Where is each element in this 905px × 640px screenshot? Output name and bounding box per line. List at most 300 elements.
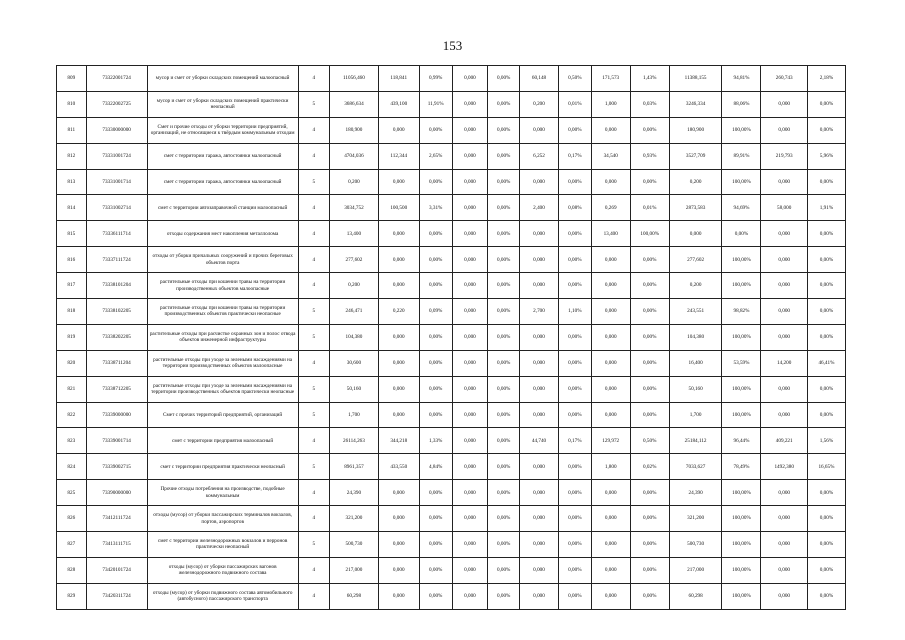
percent-2-cell: 0,00% xyxy=(488,532,520,558)
waste-name-cell: отходы (мусор) от уборки подвижного состава автомобильного (автобусного) пассажирского транспорта xyxy=(147,583,298,609)
waste-code-cell: 73338712205 xyxy=(86,376,147,402)
percent-5-cell: 100,00% xyxy=(722,117,761,143)
table-row xyxy=(57,480,846,506)
row-number-cell: 815 xyxy=(57,221,87,247)
value-5-cell: 0,200 xyxy=(669,169,722,195)
percent-2-cell: 0,00% xyxy=(488,66,520,92)
value-2-cell: 0,000 xyxy=(452,506,488,532)
value-6-cell: 1492,380 xyxy=(761,454,807,480)
waste-code-cell: 73331002714 xyxy=(86,195,147,221)
row-number-cell: 810 xyxy=(57,91,87,117)
percent-1-cell: 2,65% xyxy=(419,143,452,169)
table-row xyxy=(57,506,846,532)
percent-5-cell: 100,00% xyxy=(722,480,761,506)
row-number-cell: 819 xyxy=(57,324,87,350)
waste-code-cell: 73413111715 xyxy=(86,532,147,558)
percent-2-cell: 0,00% xyxy=(488,402,520,428)
value-3-cell: 0,000 xyxy=(520,532,559,558)
waste-name-cell: смет с территории гаража, автостоянки малоопасный xyxy=(147,169,298,195)
percent-4-cell: 0,01% xyxy=(630,195,669,221)
value-3-cell: 0,000 xyxy=(520,557,559,583)
row-number-cell: 813 xyxy=(57,169,87,195)
total-amount-cell: 277,602 xyxy=(330,247,379,273)
value-5-cell: 217,000 xyxy=(669,557,722,583)
percent-6-cell: 0,00% xyxy=(807,91,845,117)
percent-5-cell: 100,00% xyxy=(722,557,761,583)
value-4-cell: 34,540 xyxy=(591,143,630,169)
value-2-cell: 0,000 xyxy=(452,91,488,117)
waste-code-cell: 73322001724 xyxy=(86,66,147,92)
value-4-cell: 0,000 xyxy=(591,557,630,583)
percent-1-cell: 4,84% xyxy=(419,454,452,480)
waste-name-cell: смет с территории гаража, автостоянки малоопасный xyxy=(147,143,298,169)
table-row xyxy=(57,143,846,169)
percent-5-cell: 100,00% xyxy=(722,506,761,532)
waste-code-cell: 73420311724 xyxy=(86,583,147,609)
percent-3-cell: 0,00% xyxy=(559,273,592,299)
percent-4-cell: 0,02% xyxy=(630,454,669,480)
table-body xyxy=(57,66,846,610)
percent-6-cell: 0,00% xyxy=(807,583,845,609)
percent-3-cell: 0,00% xyxy=(559,169,592,195)
value-3-cell: 2,700 xyxy=(520,299,559,325)
percent-4-cell: 1,43% xyxy=(630,66,669,92)
value-6-cell: 0,000 xyxy=(761,299,807,325)
percent-2-cell: 0,00% xyxy=(488,557,520,583)
value-6-cell: 0,000 xyxy=(761,117,807,143)
value-6-cell: 0,000 xyxy=(761,557,807,583)
value-4-cell: 0,000 xyxy=(591,376,630,402)
value-2-cell: 0,000 xyxy=(452,143,488,169)
value-1-cell: 0,000 xyxy=(378,376,419,402)
value-2-cell: 0,000 xyxy=(452,273,488,299)
percent-5-cell: 88,06% xyxy=(722,91,761,117)
percent-1-cell: 0,00% xyxy=(419,402,452,428)
waste-name-cell: смет с территории автозаправочной станции малоопасный xyxy=(147,195,298,221)
total-amount-cell: 26114,263 xyxy=(330,428,379,454)
percent-3-cell: 0,00% xyxy=(559,350,592,376)
percent-1-cell: 0,00% xyxy=(419,273,452,299)
waste-code-cell: 73331001724 xyxy=(86,143,147,169)
value-3-cell: 0,000 xyxy=(520,480,559,506)
value-6-cell: 260,743 xyxy=(761,66,807,92)
percent-1-cell: 0,09% xyxy=(419,299,452,325)
value-6-cell: 0,000 xyxy=(761,169,807,195)
percent-3-cell: 0,00% xyxy=(559,454,592,480)
percent-5-cell: 94,69% xyxy=(722,195,761,221)
waste-name-cell: смет с территории предприятия практически неопасный xyxy=(147,454,298,480)
row-number-cell: 826 xyxy=(57,506,87,532)
waste-name-cell: отходы (мусор) от уборки пассажирских терминалов вокзалов, портов, аэропортов xyxy=(147,506,298,532)
value-1-cell: 0,000 xyxy=(378,169,419,195)
percent-2-cell: 0,00% xyxy=(488,143,520,169)
percent-1-cell: 0,99% xyxy=(419,66,452,92)
total-amount-cell: 50,160 xyxy=(330,376,379,402)
hazard-class-cell: 4 xyxy=(298,221,330,247)
value-2-cell: 0,000 xyxy=(452,66,488,92)
percent-6-cell: 0,00% xyxy=(807,557,845,583)
value-4-cell: 0,000 xyxy=(591,532,630,558)
percent-6-cell: 1,91% xyxy=(807,195,845,221)
value-5-cell: 180,900 xyxy=(669,117,722,143)
value-4-cell: 0,000 xyxy=(591,583,630,609)
percent-4-cell: 0,03% xyxy=(630,91,669,117)
hazard-class-cell: 4 xyxy=(298,506,330,532)
hazard-class-cell: 4 xyxy=(298,428,330,454)
hazard-class-cell: 5 xyxy=(298,299,330,325)
percent-1-cell: 0,00% xyxy=(419,247,452,273)
percent-2-cell: 0,00% xyxy=(488,247,520,273)
value-3-cell: 0,000 xyxy=(520,324,559,350)
row-number-cell: 818 xyxy=(57,299,87,325)
table-row xyxy=(57,532,846,558)
value-6-cell: 0,000 xyxy=(761,91,807,117)
percent-6-cell: 0,00% xyxy=(807,376,845,402)
value-2-cell: 0,000 xyxy=(452,195,488,221)
row-number-cell: 814 xyxy=(57,195,87,221)
value-4-cell: 1,800 xyxy=(591,454,630,480)
table-row xyxy=(57,402,846,428)
total-amount-cell: 60,298 xyxy=(330,583,379,609)
waste-code-cell: 73338202205 xyxy=(86,324,147,350)
waste-name-cell: растительные отходы при кошении травы на территории производственных объектов практически неопасные xyxy=(147,299,298,325)
value-6-cell: 0,000 xyxy=(761,221,807,247)
percent-6-cell: 0,00% xyxy=(807,247,845,273)
hazard-class-cell: 4 xyxy=(298,66,330,92)
total-amount-cell: 30,600 xyxy=(330,350,379,376)
table-row xyxy=(57,91,846,117)
value-2-cell: 0,000 xyxy=(452,299,488,325)
percent-3-cell: 0,00% xyxy=(559,221,592,247)
hazard-class-cell: 5 xyxy=(298,91,330,117)
value-6-cell: 219,793 xyxy=(761,143,807,169)
percent-1-cell: 0,00% xyxy=(419,480,452,506)
waste-name-cell: смет с территории железнодорожных вокзалов и перронов практически неопасный xyxy=(147,532,298,558)
row-number-cell: 821 xyxy=(57,376,87,402)
percent-3-cell: 0,00% xyxy=(559,532,592,558)
total-amount-cell: 11056,460 xyxy=(330,66,379,92)
waste-data-table xyxy=(56,65,846,610)
percent-4-cell: 0,00% xyxy=(630,117,669,143)
percent-6-cell: 0,00% xyxy=(807,299,845,325)
percent-4-cell: 0,00% xyxy=(630,376,669,402)
value-3-cell: 0,000 xyxy=(520,221,559,247)
percent-2-cell: 0,00% xyxy=(488,169,520,195)
total-amount-cell: 246,471 xyxy=(330,299,379,325)
page-number: 153 xyxy=(442,38,463,53)
total-amount-cell: 3686,634 xyxy=(330,91,379,117)
percent-1-cell: 1,33% xyxy=(419,428,452,454)
percent-3-cell: 0,00% xyxy=(559,324,592,350)
value-3-cell: 0,000 xyxy=(520,506,559,532)
percent-5-cell: 100,00% xyxy=(722,324,761,350)
table-row xyxy=(57,169,846,195)
percent-4-cell: 0,00% xyxy=(630,273,669,299)
table-row xyxy=(57,299,846,325)
value-6-cell: 409,221 xyxy=(761,428,807,454)
value-1-cell: 0,000 xyxy=(378,221,419,247)
percent-6-cell: 1,56% xyxy=(807,428,845,454)
value-3-cell: 0,200 xyxy=(520,91,559,117)
percent-1-cell: 11,91% xyxy=(419,91,452,117)
table-row xyxy=(57,557,846,583)
value-1-cell: 0,000 xyxy=(378,557,419,583)
table-row xyxy=(57,583,846,609)
table-row xyxy=(57,117,846,143)
value-5-cell: 3246,334 xyxy=(669,91,722,117)
percent-2-cell: 0,00% xyxy=(488,117,520,143)
waste-name-cell: Смет и прочие отходы от уборки территории предприятий, организаций, не относящиеся к твёрдым коммунальным отходам xyxy=(147,117,298,143)
percent-1-cell: 0,00% xyxy=(419,376,452,402)
value-3-cell: 0,000 xyxy=(520,273,559,299)
total-amount-cell: 4704,036 xyxy=(330,143,379,169)
row-number-cell: 816 xyxy=(57,247,87,273)
waste-code-cell: 73330000000 xyxy=(86,117,147,143)
value-4-cell: 0,000 xyxy=(591,247,630,273)
waste-name-cell: смет с территории предприятия малоопасный xyxy=(147,428,298,454)
value-1-cell: 0,000 xyxy=(378,350,419,376)
value-1-cell: 439,100 xyxy=(378,91,419,117)
table-row xyxy=(57,247,846,273)
hazard-class-cell: 5 xyxy=(298,169,330,195)
percent-5-cell: 53,59% xyxy=(722,350,761,376)
percent-3-cell: 0,00% xyxy=(559,402,592,428)
value-1-cell: 433,550 xyxy=(378,454,419,480)
percent-4-cell: 100,00% xyxy=(630,221,669,247)
total-amount-cell: 217,000 xyxy=(330,557,379,583)
waste-name-cell: Прочие отходы потребления на производстве, подобные коммунальным xyxy=(147,480,298,506)
value-4-cell: 13,400 xyxy=(591,221,630,247)
percent-6-cell: 0,00% xyxy=(807,532,845,558)
waste-code-cell: 73322002725 xyxy=(86,91,147,117)
percent-1-cell: 0,00% xyxy=(419,583,452,609)
hazard-class-cell: 4 xyxy=(298,247,330,273)
percent-6-cell: 0,00% xyxy=(807,169,845,195)
waste-name-cell: мусор и смет от уборки складских помещений малоопасный xyxy=(147,66,298,92)
percent-2-cell: 0,00% xyxy=(488,221,520,247)
percent-2-cell: 0,00% xyxy=(488,350,520,376)
percent-4-cell: 0,00% xyxy=(630,169,669,195)
value-1-cell: 0,000 xyxy=(378,532,419,558)
percent-3-cell: 0,50% xyxy=(559,66,592,92)
value-2-cell: 0,000 xyxy=(452,350,488,376)
value-1-cell: 0,220 xyxy=(378,299,419,325)
value-6-cell: 0,000 xyxy=(761,506,807,532)
percent-4-cell: 0,00% xyxy=(630,480,669,506)
waste-code-cell: 73338102205 xyxy=(86,299,147,325)
value-6-cell: 58,000 xyxy=(761,195,807,221)
value-2-cell: 0,000 xyxy=(452,557,488,583)
percent-4-cell: 0,50% xyxy=(630,428,669,454)
value-4-cell: 0,000 xyxy=(591,402,630,428)
percent-4-cell: 0,00% xyxy=(630,532,669,558)
percent-2-cell: 0,00% xyxy=(488,376,520,402)
value-4-cell: 0,000 xyxy=(591,324,630,350)
value-5-cell: 277,602 xyxy=(669,247,722,273)
percent-2-cell: 0,00% xyxy=(488,299,520,325)
value-6-cell: 0,000 xyxy=(761,324,807,350)
percent-4-cell: 0,00% xyxy=(630,557,669,583)
percent-4-cell: 0,93% xyxy=(630,143,669,169)
value-1-cell: 0,000 xyxy=(378,247,419,273)
percent-1-cell: 0,00% xyxy=(419,117,452,143)
percent-1-cell: 0,00% xyxy=(419,532,452,558)
value-2-cell: 0,000 xyxy=(452,532,488,558)
percent-5-cell: 94,81% xyxy=(722,66,761,92)
value-3-cell: 0,000 xyxy=(520,247,559,273)
percent-5-cell: 78,49% xyxy=(722,454,761,480)
total-amount-cell: 3034,752 xyxy=(330,195,379,221)
value-5-cell: 243,551 xyxy=(669,299,722,325)
hazard-class-cell: 5 xyxy=(298,402,330,428)
value-4-cell: 0,269 xyxy=(591,195,630,221)
waste-name-cell: отходы (мусор) от уборки пассажирских вагонов железнодорожного подвижного состава xyxy=(147,557,298,583)
value-4-cell: 129,972 xyxy=(591,428,630,454)
percent-1-cell: 0,00% xyxy=(419,350,452,376)
percent-6-cell: 0,00% xyxy=(807,221,845,247)
value-5-cell: 0,200 xyxy=(669,273,722,299)
hazard-class-cell: 4 xyxy=(298,350,330,376)
value-5-cell: 1,700 xyxy=(669,402,722,428)
value-4-cell: 0,000 xyxy=(591,350,630,376)
percent-1-cell: 0,00% xyxy=(419,557,452,583)
percent-1-cell: 0,00% xyxy=(419,221,452,247)
value-5-cell: 25184,112 xyxy=(669,428,722,454)
percent-4-cell: 0,00% xyxy=(630,350,669,376)
value-4-cell: 0,000 xyxy=(591,273,630,299)
waste-name-cell: растительные отходы при расчистке охранных зон и полос отвода объектов инженерной инфраструктуры xyxy=(147,324,298,350)
percent-5-cell: 100,00% xyxy=(722,583,761,609)
percent-6-cell: 0,00% xyxy=(807,117,845,143)
value-5-cell: 500,730 xyxy=(669,532,722,558)
waste-name-cell: отходы от уборки причальных сооружений и прочих береговых объектов порта xyxy=(147,247,298,273)
value-1-cell: 0,000 xyxy=(378,480,419,506)
value-1-cell: 0,000 xyxy=(378,583,419,609)
percent-2-cell: 0,00% xyxy=(488,324,520,350)
value-2-cell: 0,000 xyxy=(452,221,488,247)
row-number-cell: 829 xyxy=(57,583,87,609)
waste-name-cell: отходы содержания мест накопления металлолома xyxy=(147,221,298,247)
value-3-cell: 44,740 xyxy=(520,428,559,454)
total-amount-cell: 321,200 xyxy=(330,506,379,532)
value-5-cell: 2873,583 xyxy=(669,195,722,221)
percent-5-cell: 100,00% xyxy=(722,532,761,558)
total-amount-cell: 13,400 xyxy=(330,221,379,247)
percent-3-cell: 0,00% xyxy=(559,376,592,402)
percent-3-cell: 0,00% xyxy=(559,506,592,532)
value-2-cell: 0,000 xyxy=(452,376,488,402)
value-3-cell: 0,000 xyxy=(520,402,559,428)
hazard-class-cell: 4 xyxy=(298,143,330,169)
waste-code-cell: 73336111714 xyxy=(86,221,147,247)
value-5-cell: 7033,627 xyxy=(669,454,722,480)
percent-5-cell: 100,00% xyxy=(722,376,761,402)
row-number-cell: 817 xyxy=(57,273,87,299)
value-1-cell: 0,000 xyxy=(378,402,419,428)
percent-4-cell: 0,00% xyxy=(630,324,669,350)
percent-2-cell: 0,00% xyxy=(488,195,520,221)
value-3-cell: 0,000 xyxy=(520,583,559,609)
value-1-cell: 0,000 xyxy=(378,273,419,299)
value-3-cell: 6,252 xyxy=(520,143,559,169)
waste-name-cell: Смет с прочих территорий предприятий, организаций xyxy=(147,402,298,428)
value-6-cell: 0,000 xyxy=(761,376,807,402)
percent-3-cell: 0,00% xyxy=(559,557,592,583)
percent-6-cell: 2,18% xyxy=(807,66,845,92)
percent-4-cell: 0,00% xyxy=(630,583,669,609)
total-amount-cell: 500,730 xyxy=(330,532,379,558)
value-2-cell: 0,000 xyxy=(452,583,488,609)
value-5-cell: 3527,709 xyxy=(669,143,722,169)
value-1-cell: 112,344 xyxy=(378,143,419,169)
waste-code-cell: 73339001714 xyxy=(86,428,147,454)
hazard-class-cell: 5 xyxy=(298,376,330,402)
hazard-class-cell: 5 xyxy=(298,532,330,558)
value-6-cell: 14,200 xyxy=(761,350,807,376)
percent-3-cell: 0,17% xyxy=(559,143,592,169)
value-6-cell: 0,000 xyxy=(761,480,807,506)
hazard-class-cell: 5 xyxy=(298,454,330,480)
percent-6-cell: 5,96% xyxy=(807,143,845,169)
percent-6-cell: 0,00% xyxy=(807,324,845,350)
percent-4-cell: 0,00% xyxy=(630,299,669,325)
value-3-cell: 60,148 xyxy=(520,66,559,92)
row-number-cell: 812 xyxy=(57,143,87,169)
value-3-cell: 0,000 xyxy=(520,350,559,376)
value-5-cell: 60,298 xyxy=(669,583,722,609)
total-amount-cell: 0,200 xyxy=(330,273,379,299)
value-1-cell: 0,000 xyxy=(378,506,419,532)
total-amount-cell: 24,390 xyxy=(330,480,379,506)
row-number-cell: 809 xyxy=(57,66,87,92)
value-3-cell: 0,000 xyxy=(520,117,559,143)
waste-name-cell: растительные отходы при уходе за зелеными насаждениями на территории производственных объектов малоопасные xyxy=(147,350,298,376)
waste-code-cell: 73337111724 xyxy=(86,247,147,273)
value-1-cell: 0,000 xyxy=(378,117,419,143)
value-2-cell: 0,000 xyxy=(452,454,488,480)
percent-5-cell: 100,00% xyxy=(722,402,761,428)
value-1-cell: 118,841 xyxy=(378,66,419,92)
percent-6-cell: 0,00% xyxy=(807,480,845,506)
percent-6-cell: 46,41% xyxy=(807,350,845,376)
total-amount-cell: 1,700 xyxy=(330,402,379,428)
row-number-cell: 811 xyxy=(57,117,87,143)
percent-5-cell: 100,00% xyxy=(722,273,761,299)
waste-code-cell: 73339000000 xyxy=(86,402,147,428)
percent-2-cell: 0,00% xyxy=(488,273,520,299)
percent-3-cell: 0,08% xyxy=(559,195,592,221)
percent-5-cell: 98,82% xyxy=(722,299,761,325)
value-4-cell: 1,000 xyxy=(591,91,630,117)
value-5-cell: 24,390 xyxy=(669,480,722,506)
percent-2-cell: 0,00% xyxy=(488,454,520,480)
value-2-cell: 0,000 xyxy=(452,428,488,454)
value-5-cell: 104,380 xyxy=(669,324,722,350)
value-3-cell: 0,000 xyxy=(520,376,559,402)
value-6-cell: 0,000 xyxy=(761,402,807,428)
percent-3-cell: 0,01% xyxy=(559,91,592,117)
percent-3-cell: 0,00% xyxy=(559,583,592,609)
value-5-cell: 11388,155 xyxy=(669,66,722,92)
value-3-cell: 0,000 xyxy=(520,169,559,195)
value-1-cell: 100,500 xyxy=(378,195,419,221)
table-row xyxy=(57,350,846,376)
percent-5-cell: 100,00% xyxy=(722,247,761,273)
table-row xyxy=(57,273,846,299)
waste-code-cell: 73390000000 xyxy=(86,480,147,506)
value-1-cell: 0,000 xyxy=(378,324,419,350)
value-4-cell: 171,573 xyxy=(591,66,630,92)
